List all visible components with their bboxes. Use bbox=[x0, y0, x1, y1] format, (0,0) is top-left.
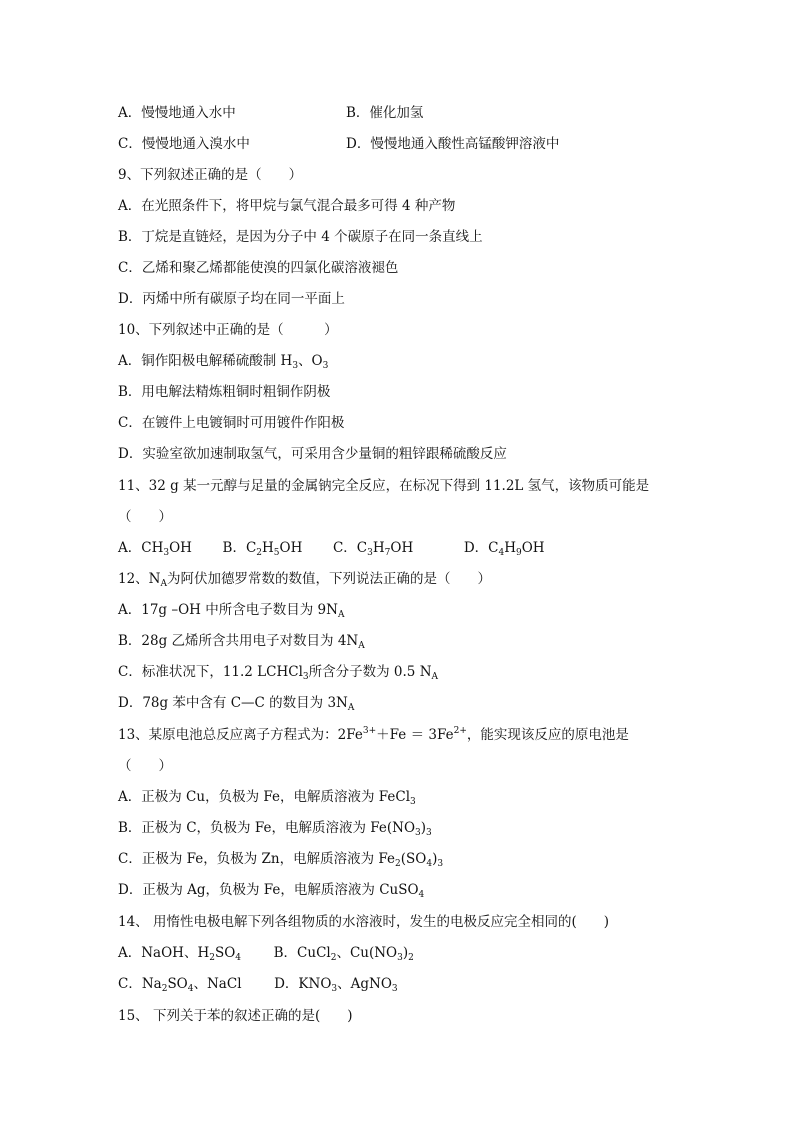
q10-option-d: D．实验室欲加速制取氢气，可采用含少量铜的粗锌跟稀硫酸反应 bbox=[118, 446, 507, 462]
q10-stem: 10、下列叙述中正确的是（ ） bbox=[118, 322, 338, 338]
q14-option-d: D．$KNO_3$、AgNO$_3$ bbox=[274, 976, 398, 994]
q12-option-c: C．标准状况下，11.2 LCHCl$_3$所含分子数为 0.5 $N_A$ bbox=[118, 664, 439, 682]
q14-stem: 14、 用惰性电极电解下列各组物质的水溶液时，发生的电极反应完全相同的( ) bbox=[118, 914, 610, 930]
q12-option-d: D．78g 苯中含有 C—C 的数目为 $3N_A$ bbox=[118, 695, 355, 713]
q13-stem: 13、某原电池总反应离子方程式为：$2Fe^{3+}+Fe = 3Fe^{2+}$，能实现该反应的原电池是 bbox=[118, 726, 629, 743]
q13-option-d: D．正极为 Ag，负极为 Fe，电解质溶液为 CuSO$_4$ bbox=[118, 882, 425, 900]
q13-stem-bracket: （ ） bbox=[118, 758, 172, 774]
q14-option-c: C．$Na_2SO_4$、NaCl bbox=[118, 976, 242, 994]
q11-option-c: C．$C_3H_7OH$ bbox=[332, 540, 414, 558]
q12-stem: 12、$N_A$为阿伏加德罗常数的数值，下列说法正确的是（ ） bbox=[118, 571, 491, 589]
q9-option-d: D．丙烯中所有碳原子均在同一平面上 bbox=[118, 291, 345, 307]
q14-options-row2 bbox=[118, 974, 398, 994]
q9-stem: 9、下列叙述正确的是（ ） bbox=[118, 167, 303, 183]
q9-option-b: B．丁烷是直链烃，是因为分子中 4 个碳原子在同一条直线上 bbox=[118, 229, 483, 245]
q11-options bbox=[118, 538, 545, 558]
q14-option-a: A．NaOH、$H_2SO_4$ bbox=[118, 945, 242, 963]
q13-option-a: A．正极为 Cu，负极为 Fe，电解质溶液为 FeCl$_3$ bbox=[118, 789, 416, 807]
q11-option-a: A．$CH_3OH$ bbox=[118, 540, 192, 558]
q11-option-b: B．$C_2H_5OH$ bbox=[222, 540, 303, 558]
q14-option-b: B．CuCl$_2$、$Cu(NO_3)_2$ bbox=[273, 945, 414, 963]
q15-stem: 15、 下列关于苯的叙述正确的是( ) bbox=[118, 1008, 353, 1024]
q8-options-row2 bbox=[118, 134, 560, 154]
q12-option-b: B．28g 乙烯所含共用电子对数目为 $4N_A$ bbox=[118, 633, 365, 651]
q8-option-d: D．慢慢地通入酸性高锰酸钾溶液中 bbox=[346, 136, 560, 152]
q11-stem: 11、32 g 某一元醇与足量的金属钠完全反应，在标况下得到 11.2L 氢气，该物质可能是 bbox=[118, 478, 650, 494]
q10-option-b: B．用电解法精炼粗铜时粗铜作阴极 bbox=[118, 384, 331, 400]
q12-option-a: A．17g –OH 中所含电子数目为 $9N_A$ bbox=[118, 602, 345, 620]
q10-option-c: C．在镀件上电镀铜时可用镀件作阳极 bbox=[118, 415, 345, 431]
q13-option-b: B．正极为 C，负极为 Fe，电解质溶液为 $Fe(NO_3)_3$ bbox=[118, 820, 432, 838]
q8-option-c: C．慢慢地通入溴水中 bbox=[118, 136, 250, 152]
q11-option-d: D．$C_4H_9OH$ bbox=[463, 540, 545, 558]
q10-option-a: A．铜作阳极电解稀硫酸制 $H_3$、$O_3$ bbox=[118, 353, 329, 371]
q9-option-c: C．乙烯和聚乙烯都能使溴的四氯化碳溶液褪色 bbox=[118, 260, 399, 276]
q8-options-row1 bbox=[118, 103, 424, 123]
q14-options-row1 bbox=[118, 943, 414, 963]
q11-stem-bracket: （ ） bbox=[118, 509, 172, 525]
q8-option-b: B．催化加氢 bbox=[346, 105, 424, 121]
q13-option-c: C．正极为 Fe，负极为 Zn，电解质溶液为 $Fe_2(SO_4)_3$ bbox=[118, 851, 444, 869]
q8-option-a: A．慢慢地通入水中 bbox=[118, 105, 236, 121]
q9-option-a: A．在光照条件下，将甲烷与氯气混合最多可得 4 种产物 bbox=[118, 198, 456, 214]
